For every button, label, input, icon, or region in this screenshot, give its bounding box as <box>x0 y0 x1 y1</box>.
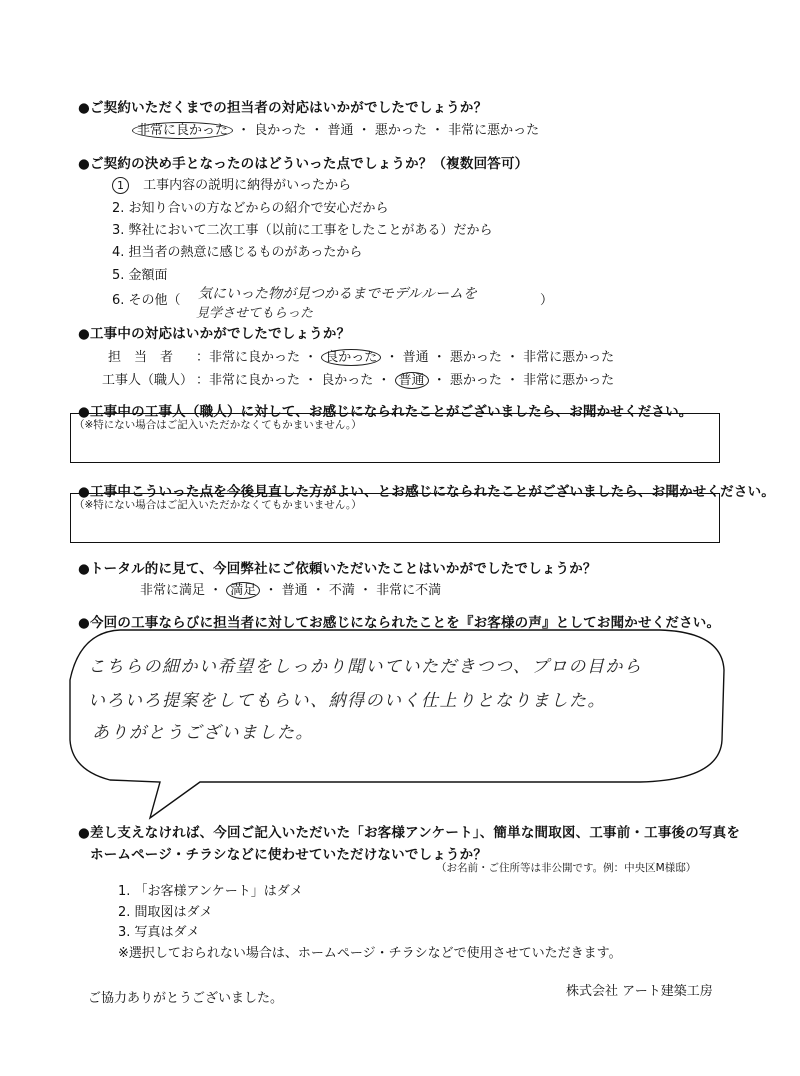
q8-item-2[interactable]: 2. 間取図はダメ <box>118 905 213 920</box>
q3-row2-selected: 普通 <box>395 372 429 389</box>
q1-selected-option: 非常に良かった <box>132 122 233 139</box>
q2-item-6-close: ） <box>540 293 554 308</box>
q3-row1-label: 担 当 者 <box>108 350 174 365</box>
q2-item-1-number-circled: 1 <box>112 177 129 194</box>
q8-privacy-note: （お名前・ご住所等は非公開です。例：中央区M様邸） <box>436 862 697 874</box>
q6-opt-c: ・ 普通 ・ 不満 ・ 非常に不満 <box>264 583 442 598</box>
q6-selected: 満足 <box>226 582 260 599</box>
q2-question: ●ご契約の決め手となったのはどういった点でしょうか？（複数回答可） <box>78 156 529 172</box>
q3-row1-selected: 良かった <box>321 349 381 366</box>
q6-question: ●トータル的に見て、今回弊社にご依頼いただいたことはいかがでしたでしょうか？ <box>78 561 597 577</box>
q8-item-3[interactable]: 3. 写真はダメ <box>118 925 200 940</box>
q2-item-5: 5. 金額面 <box>112 268 168 283</box>
voice-line-1: こちらの細かい希望をしっかり聞いていただきつつ、プロの目から <box>88 657 643 677</box>
q2-other-handwritten-2: 見学させてもらった <box>196 306 314 321</box>
q8-question-line1: ●差し支えなければ、今回ご記入いただいた「お客様アンケート」、簡単な間取図、工事前・工事後の写真を <box>78 825 741 841</box>
q3-row1-opt-a: ：非常に良かった ・ <box>196 350 318 365</box>
q3-row2-label: 工事人（職人） <box>102 373 194 388</box>
company-name: 株式会社 アート建築工房 <box>566 984 713 999</box>
q2-item-1-label: 工事内容の説明に納得がいったから <box>143 178 352 193</box>
q2-item-3: 3. 弊社において二次工事（以前に工事をしたことがある）だから <box>112 223 493 238</box>
q8-question-line2: ホームページ・チラシなどに使わせていただけないでしょうか？ <box>90 847 488 863</box>
q2-item-2: 2. お知り合いの方などからの紹介で安心だから <box>112 201 389 216</box>
q2-item-4: 4. 担当者の熱意に感じるものがあったから <box>112 245 363 260</box>
q1-other-options: ・ 良かった ・ 普通 ・ 悪かった ・ 非常に悪かった <box>237 123 540 138</box>
q3-row2-opt-c: ・ 悪かった ・ 非常に悪かった <box>432 373 615 388</box>
q2-item-6: 6. その他（ <box>112 293 181 308</box>
q1-question: ●ご契約いただくまでの担当者の対応はいかがでしたでしょうか？ <box>78 100 488 116</box>
q8-item-1[interactable]: 1. 「お客様アンケート」はダメ <box>118 884 303 899</box>
voice-line-2: いろいろ提案をしてもらい、納得のいく仕上りとなりました。 <box>88 691 606 711</box>
voice-line-3: ありがとうございました。 <box>92 723 314 743</box>
q2-other-handwritten-1: 気にいった物が見つかるまでモデルルームを <box>198 286 477 302</box>
q3-question: ●工事中の対応はいかがでしたでしょうか？ <box>78 326 351 342</box>
q8-footnote: ※選択しておられない場合は、ホームページ・チラシなどで使用させていただきます。 <box>118 946 622 961</box>
q4-question: ●工事中の工事人（職人）に対して、お感じになられたことがございましたら、お聞かせください。 <box>78 404 693 420</box>
q3-row1-opt-c: ・ 普通 ・ 悪かった ・ 非常に悪かった <box>385 350 615 365</box>
q4-note: （※特にない場合はご記入いただかなくてもかまいません。） <box>74 419 362 431</box>
q3-row2-opt-a: ：非常に良かった ・ 良かった ・ <box>196 373 391 388</box>
q6-opt-a: 非常に満足 ・ <box>140 583 223 598</box>
q5-note: （※特にない場合はご記入いただかなくてもかまいません。） <box>74 499 362 511</box>
q7-question: ●今回の工事ならびに担当者に対してお感じになられたことを『お客様の声』としてお聞かせください。 <box>78 615 721 631</box>
q5-question: ●工事中こういった点を今後見直した方がよい、とお感じになられたことがございましたら、お聞かせください。 <box>78 484 775 500</box>
thanks-text: ご協力ありがとうございました。 <box>88 991 284 1006</box>
